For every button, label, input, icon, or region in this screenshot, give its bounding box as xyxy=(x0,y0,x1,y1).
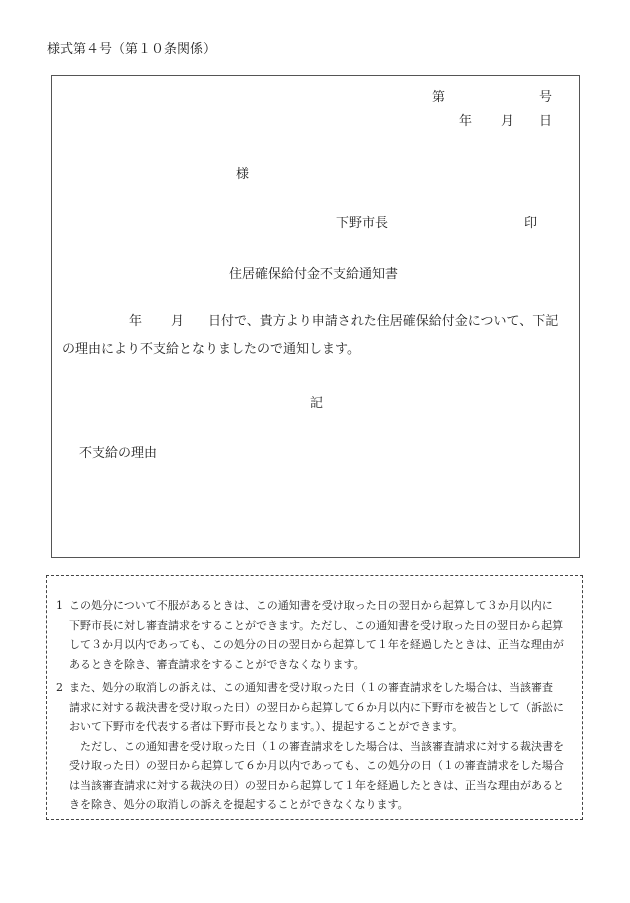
note-proviso-line: きを除き、処分の取消しの訴えを提起することができなくなります。 xyxy=(69,798,409,811)
note-proviso-line: ただし、この通知書を受け取った日（１の審査請求をした場合は、当該審査請求に対する裁決書を xyxy=(80,739,564,753)
note-item-2 xyxy=(56,678,576,815)
notice-form xyxy=(51,75,580,558)
note-line: 請求に対する裁決書を受け取った日）の翌日から起算して６か月以内に下野市を被告として（訴訟に xyxy=(69,700,564,714)
issuer-title: 下野市長 xyxy=(336,216,389,231)
date-day: 日 xyxy=(539,114,553,129)
note-line: 下野市長に対し審査請求をすることができます。ただし、この通知書を受け取った日の翌日から起算 xyxy=(69,618,564,632)
note-number: 2 xyxy=(56,681,63,694)
body-text-line2: の理由により不支給となりましたので通知します。 xyxy=(62,342,360,357)
document-number-suffix: 号 xyxy=(539,90,553,105)
document-number-prefix: 第 xyxy=(432,90,446,105)
addressee-suffix: 様 xyxy=(236,167,250,182)
seal-mark: 印 xyxy=(524,216,538,231)
note-proviso-line: 受け取った日）の翌日から起算して６か月以内であっても、この処分の日（１の審査請求をした場合 xyxy=(69,759,564,772)
note-proviso-line: は当該審査請求に対する裁決の日）の翌日から起算して１年を経過したときは、正当な理由があると xyxy=(69,778,564,792)
note-number: 1 xyxy=(56,599,63,612)
form-number: 様式第４号（第１０条関係） xyxy=(47,42,217,57)
note-line: あるときを除き、審査請求をすることができなくなります。 xyxy=(69,657,365,671)
reason-label: 不支給の理由 xyxy=(79,446,158,461)
date-year: 年 xyxy=(459,114,473,129)
note-line: また、処分の取消しの訴えは、この通知書を受け取った日（１の審査請求をした場合は、当該審査 xyxy=(69,681,553,694)
body-year: 年 xyxy=(129,314,143,329)
body-month: 月 xyxy=(171,314,185,329)
document-title: 住居確保給付金不支給通知書 xyxy=(229,267,399,282)
note-line: して３か月以内であっても、この処分の日の翌日から起算して１年を経過したときは、正当な理由が xyxy=(69,638,564,651)
appeal-notice-box xyxy=(46,575,583,820)
note-line: おいて下野市を代表する者は下野市長となります。）、提起することができます。 xyxy=(69,720,464,733)
note-line: この処分について不服があるときは、この通知書を受け取った日の翌日から起算して３か月以内に xyxy=(69,599,553,612)
note-item-1 xyxy=(56,596,576,674)
ki-heading: 記 xyxy=(310,396,324,411)
body-day-text: 日付で、貴方より申請された住居確保給付金について、下記 xyxy=(208,314,559,329)
date-month: 月 xyxy=(501,114,515,129)
